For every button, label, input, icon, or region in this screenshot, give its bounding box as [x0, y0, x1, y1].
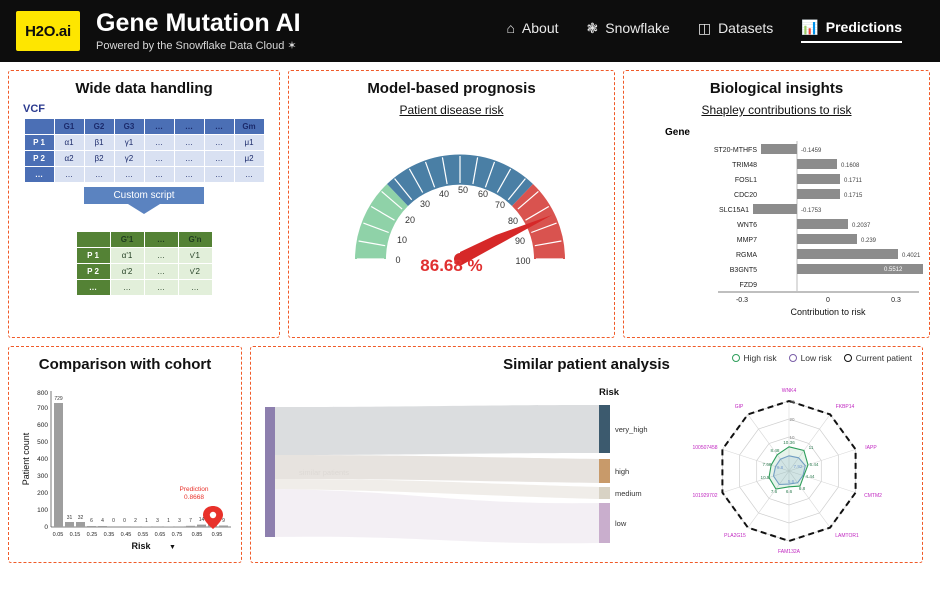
page-subtitle: Powered by the Snowflake Data Cloud ✶ [96, 39, 297, 52]
cell: … [54, 167, 84, 183]
svg-text:90: 90 [514, 236, 526, 246]
bar-label: 3 [156, 518, 159, 524]
x-tick: 0.3 [891, 297, 901, 304]
row-head-p1: P 1 [24, 135, 54, 151]
cell: … [204, 167, 234, 183]
card-biological-insights [623, 70, 930, 338]
axis-label: FKBP14 [835, 404, 855, 410]
cell: … [110, 280, 144, 296]
cell: α1 [54, 135, 84, 151]
radar-legend [732, 353, 912, 363]
shapley-bar [797, 219, 848, 229]
legend-high-risk[interactable] [732, 353, 777, 363]
cell: … [144, 248, 178, 264]
gene-label: CDC20 [734, 192, 757, 199]
hist-bar [175, 526, 184, 527]
axis-label: IAPP [865, 445, 877, 451]
point-label: 9.8 [776, 465, 784, 470]
ring-label: 10 [789, 435, 795, 440]
svg-text:20: 20 [404, 215, 416, 225]
gauge-svg [297, 119, 624, 304]
axis-label: GIP [734, 404, 744, 410]
row-head-p2b: P 2 [76, 264, 110, 280]
cell: … [144, 167, 174, 183]
th-e3: … [204, 119, 234, 135]
hist-bar [87, 526, 96, 527]
bar-value: 0.1715 [844, 193, 863, 199]
th-e2: … [174, 119, 204, 135]
nav-item-snowflake[interactable] [587, 20, 670, 42]
card-similar-patient-analysis [250, 346, 923, 563]
point-label: 10.36 [783, 440, 795, 445]
cohort-histogram [17, 379, 235, 555]
axis-label: CMTM2 [864, 493, 882, 499]
th-e1: … [144, 119, 174, 135]
hist-bar [65, 522, 74, 527]
point-label: 5.44 [809, 462, 819, 467]
sankey-link-high [275, 455, 599, 483]
hist-bar [197, 525, 206, 527]
custom-script-arrow [17, 187, 271, 221]
shapley-bar [797, 159, 837, 169]
shapley-bars [753, 144, 923, 274]
hist-bar [186, 526, 195, 527]
wide-data-table-top [24, 118, 265, 183]
legend-dot-high [732, 354, 740, 362]
x-tick: 0.45 [120, 532, 132, 538]
gene-label: FOSL1 [734, 177, 757, 184]
cell: … [204, 151, 234, 167]
bar-label: 9 [222, 518, 225, 524]
sankey-label-high: high [615, 467, 630, 476]
sankey-label-low: low [615, 519, 627, 528]
hist-bar [54, 403, 63, 527]
bar-value: 0.5512 [884, 267, 903, 273]
cell: β1 [84, 135, 114, 151]
shapley-bar [761, 144, 797, 154]
th-gp1: G'1 [110, 232, 144, 248]
ring-label: 30 [789, 399, 795, 404]
legend-label-high: High risk [743, 353, 777, 363]
point-label: 4.44 [805, 474, 815, 479]
y-tick: 700 [37, 405, 48, 412]
cell: β2 [84, 151, 114, 167]
cell: μ1 [234, 135, 264, 151]
vcf-label: VCF [23, 103, 45, 115]
shapley-bar [797, 234, 857, 244]
bar-label: 32 [77, 515, 84, 521]
cell: … [174, 135, 204, 151]
bar-label: 729 [54, 396, 63, 402]
th-blank [24, 119, 54, 135]
sankey-label-very-high: very_high [615, 425, 648, 434]
bar-label: 7 [189, 518, 192, 524]
row-head-ellipsis: … [24, 167, 54, 183]
database-icon: ◫ [697, 20, 712, 36]
bar-value: -0.1753 [801, 208, 822, 214]
h2o-logo: H2O.ai [16, 11, 80, 51]
point-label: 7.68 [762, 462, 772, 467]
x-tick: -0.3 [735, 297, 749, 304]
shapley-chart [632, 119, 923, 324]
x-tick: 0.95 [211, 532, 223, 538]
card-title-prognosis: Model-based prognosis [367, 80, 536, 97]
card-title-insights: Biological insights [709, 80, 844, 97]
card-title-similar: Similar patient analysis [503, 356, 670, 373]
hist-y-ticks [37, 390, 48, 531]
cell: … [144, 151, 174, 167]
shapley-bar [753, 204, 797, 214]
th-blank2 [76, 232, 110, 248]
legend-label-current: Current patient [855, 353, 912, 363]
x-tick: 0.55 [137, 532, 149, 538]
card-cohort-comparison [8, 346, 242, 563]
bar-label: 6 [90, 518, 93, 524]
point-label: 7.6 [770, 489, 778, 494]
y-tick: 200 [37, 490, 48, 497]
bar-label: 4 [101, 518, 104, 524]
x-tick: 0.65 [154, 532, 166, 538]
cell: … [174, 167, 204, 183]
svg-text:10: 10 [396, 235, 408, 245]
card-title-cohort: Comparison with cohort [38, 356, 212, 373]
gene-label: TRIM48 [732, 162, 757, 169]
nav-item-about[interactable] [506, 20, 558, 42]
hist-x-label: Risk [131, 541, 151, 551]
bar-label: 2 [134, 518, 137, 524]
shapley-bar [797, 174, 840, 184]
bar-label: 0 [123, 518, 126, 524]
svg-text:60: 60 [477, 189, 489, 199]
legend-dot-low [789, 354, 797, 362]
cell: … [114, 167, 144, 183]
prediction-label: Prediction [179, 486, 209, 493]
axis-label: 101929702 [692, 493, 718, 499]
row-head-p2: P 2 [24, 151, 54, 167]
gene-label: MMP7 [736, 237, 757, 244]
point-label: 6.8 [798, 486, 806, 491]
cell: γ1 [114, 135, 144, 151]
shapley-gene-labels [714, 147, 758, 289]
bar-value: 0.1711 [844, 178, 862, 184]
dashboard-row-1 [8, 70, 932, 338]
bar-label: 1 [145, 518, 148, 524]
page-title: Gene Mutation AI [96, 9, 301, 38]
point-label: 5.6 [787, 479, 795, 484]
sankey-node-high [599, 459, 610, 483]
bar-value: 0.2037 [852, 223, 871, 229]
app-header [0, 0, 940, 62]
bar-label: 1 [167, 518, 170, 524]
cell: μ2 [234, 151, 264, 167]
svg-text:30: 30 [419, 199, 431, 209]
sankey-source-node [265, 407, 275, 537]
point-label: 8.48 [770, 448, 780, 453]
table-row [76, 280, 212, 296]
cell: … [234, 167, 264, 183]
risk-gauge [297, 119, 606, 304]
shapley-bar [797, 264, 923, 274]
gene-label: ST20-MTHFS [713, 147, 757, 154]
svg-text:80: 80 [507, 216, 519, 226]
shapley-x-ticks [736, 297, 901, 304]
bar-value: 0.239 [861, 238, 877, 244]
x-tick: 0.75 [171, 532, 183, 538]
gene-label: WNT6 [737, 222, 757, 229]
sankey-node-very-high [599, 405, 610, 453]
legend-label-low: Low risk [800, 353, 832, 363]
cell: … [204, 135, 234, 151]
nav-label-about: About [521, 20, 559, 36]
bar-label: 3 [178, 518, 181, 524]
hist-bars [54, 403, 228, 527]
row-head-ellipsis2: … [76, 280, 110, 296]
prediction-value: 0.8668 [184, 494, 204, 501]
axis-label: LAMTOR1 [835, 533, 859, 539]
cell: α'1 [110, 248, 144, 264]
th-gpn: G'n [178, 232, 212, 248]
sankey-node-medium [599, 487, 610, 499]
cell: … [84, 167, 114, 183]
hist-y-label: Patient count [21, 432, 31, 486]
th-g3: G3 [114, 119, 144, 135]
snowflake-icon: ❃ [586, 20, 599, 36]
svg-text:40: 40 [438, 189, 450, 199]
cell: ν'1 [178, 248, 212, 264]
hist-bar [131, 526, 140, 527]
bar-label: 14 [198, 517, 205, 523]
th-ellipsis: … [144, 232, 178, 248]
th-g2: G2 [84, 119, 114, 135]
table-header-row [24, 119, 264, 135]
main-nav [506, 19, 924, 43]
radar-ring-labels [789, 399, 795, 440]
ring-label: 20 [789, 417, 795, 422]
hist-bar [98, 526, 107, 527]
title-block [96, 10, 301, 51]
point-label: 10.5 [760, 475, 770, 480]
bar-value: 0.4021 [902, 253, 921, 259]
axis-label: FAM132A [778, 549, 800, 555]
gene-label: FZD9 [739, 282, 757, 289]
hist-bar [153, 526, 162, 527]
row-head-p1b: P 1 [76, 248, 110, 264]
point-label: 6.6 [785, 489, 793, 494]
hist-bar-labels [54, 396, 225, 524]
table-row [24, 135, 264, 151]
shapley-bar [797, 249, 898, 259]
dashboard [0, 62, 940, 571]
y-tick: 600 [37, 422, 48, 429]
x-tick: 0.35 [103, 532, 115, 538]
y-tick: 0 [44, 524, 48, 531]
cell: … [144, 280, 178, 296]
bar-value: 0.1608 [841, 163, 860, 169]
x-tick: 0.15 [69, 532, 81, 538]
svg-text:100: 100 [515, 256, 531, 266]
prognosis-subtitle: Patient disease risk [399, 103, 504, 117]
svg-text:50: 50 [457, 185, 469, 195]
radar-chart [692, 388, 882, 555]
legend-dot-current [844, 354, 852, 362]
y-tick: 100 [37, 507, 48, 514]
home-icon: ⌂ [506, 20, 515, 36]
gauge-value: 86.68 % [420, 256, 483, 275]
custom-script-label: Custom script [84, 187, 204, 204]
th-gm: Gm [234, 119, 264, 135]
bar-label: 31 [66, 515, 73, 521]
nav-item-datasets[interactable] [698, 20, 773, 42]
similar-patient-svg [259, 379, 916, 557]
chart-icon: 📊 [801, 19, 819, 35]
cell: … [144, 264, 178, 280]
x-tick: 0.05 [52, 532, 64, 538]
sankey-node-low [599, 503, 610, 543]
shapley-gene-header: Gene [664, 127, 690, 138]
svg-text:70: 70 [494, 200, 506, 210]
cell: α2 [54, 151, 84, 167]
y-tick: 300 [37, 473, 48, 480]
nav-label-datasets: Datasets [718, 20, 774, 36]
cell: … [178, 280, 212, 296]
gene-label: B3GNT5 [729, 267, 757, 274]
axis-label: 100507458 [692, 445, 718, 451]
axis-label: PLA2G15 [724, 533, 746, 539]
hist-bar [76, 522, 85, 527]
shapley-x-label: Contribution to risk [790, 307, 866, 317]
gene-label: RGMA [736, 252, 757, 259]
table-row [24, 167, 264, 183]
table-header-row [76, 232, 212, 248]
cell: γ2 [114, 151, 144, 167]
point-label: 11 [808, 445, 814, 450]
cell: … [174, 151, 204, 167]
hist-x-sort-arrow[interactable]: ▼ [169, 544, 176, 551]
sankey-link-very-high [275, 405, 599, 455]
nav-item-predictions[interactable] [801, 19, 902, 43]
bar-value: -0.1459 [801, 148, 822, 154]
table-row [24, 151, 264, 167]
insights-subtitle: Shapley contributions to risk [701, 103, 852, 117]
y-tick: 400 [37, 456, 48, 463]
y-tick: 500 [37, 439, 48, 446]
hist-x-ticks [53, 532, 223, 538]
y-tick: 800 [37, 390, 48, 397]
point-label: 7.92 [793, 464, 803, 469]
cell: α'2 [110, 264, 144, 280]
sankey-label-medium: medium [615, 489, 642, 498]
legend-current-patient[interactable] [844, 353, 912, 363]
shapley-bar [797, 189, 840, 199]
card-wide-data-handling [8, 70, 280, 338]
card-model-prognosis [288, 70, 615, 338]
card-title-wide-data: Wide data handling [75, 80, 213, 97]
cell: … [144, 135, 174, 151]
svg-text:0: 0 [395, 255, 401, 265]
wide-data-table-bottom [76, 231, 213, 296]
nav-label-snowflake: Snowflake [605, 20, 670, 36]
x-tick: 0 [826, 297, 830, 304]
bar-label: 0 [112, 518, 115, 524]
sankey-risk-header: Risk [599, 387, 620, 398]
gene-label: SLC15A1 [719, 207, 749, 214]
cell: ν'2 [178, 264, 212, 280]
axis-label: WNK4 [781, 388, 797, 394]
hist-bar [219, 526, 228, 528]
legend-low-risk[interactable] [789, 353, 832, 363]
dashboard-row-2 [8, 346, 932, 563]
th-g1: G1 [54, 119, 84, 135]
nav-label-predictions: Predictions [825, 19, 902, 35]
x-tick: 0.25 [86, 532, 98, 538]
table-row [76, 264, 212, 280]
x-tick: 0.85 [191, 532, 203, 538]
table-row [76, 248, 212, 264]
